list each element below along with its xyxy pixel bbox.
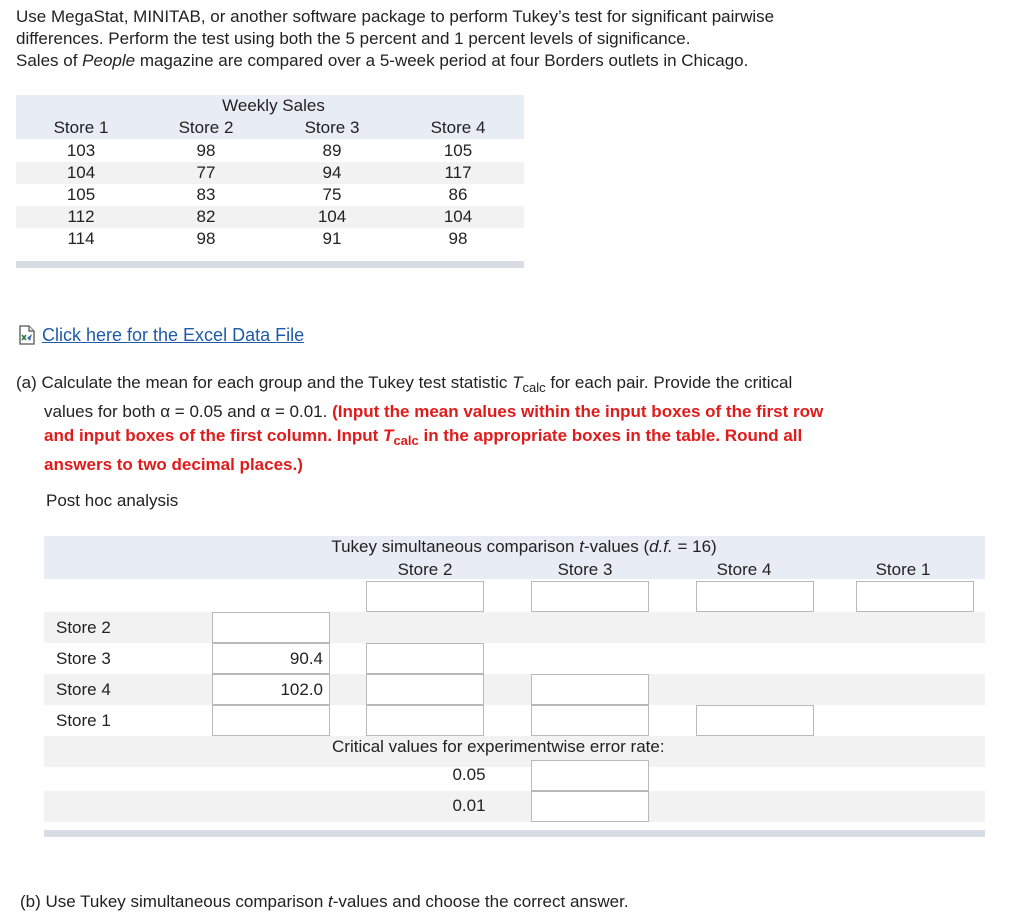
post-hoc-label: Post hoc analysis [46, 491, 179, 510]
sales-cell: 75 [322, 185, 342, 204]
tukey-table-title [274, 537, 774, 557]
sales-cell: 104 [443, 207, 473, 226]
t-subscript: calc [393, 433, 419, 448]
tukey-row-label: Store 4 [56, 680, 111, 699]
excel-file-icon [16, 324, 38, 346]
tukey-row-label: Store 2 [56, 618, 111, 637]
tukey-row-band [44, 643, 985, 674]
tukey-col-header: Store 1 [875, 560, 931, 579]
part-b-end: -values and choose the correct answer. [332, 892, 629, 911]
t-symbol: t [579, 537, 584, 556]
sales-cell: 114 [67, 229, 95, 248]
intro-line-1: Use MegaStat, MINITAB, or another software package to perform Tukey’s test for significant pairwise [16, 7, 775, 26]
part-a-line-2 [16, 400, 916, 424]
sales-cell: 103 [66, 141, 96, 160]
excel-data-file-link-label: Click here for the Excel Data File [42, 324, 305, 345]
sales-cell: 117 [444, 163, 472, 182]
sales-cell: 104 [317, 207, 347, 226]
intro-line-3 [16, 50, 1006, 72]
alpha-0-05-label: 0.05 [452, 765, 486, 784]
sales-col-header: Store 2 [178, 118, 234, 137]
sales-cell: 91 [322, 229, 342, 248]
sales-row [16, 162, 524, 184]
part-a-line-3 [16, 424, 916, 453]
sales-row [16, 140, 524, 162]
intro-line-3-start: Sales of [16, 51, 83, 70]
store4-mean-row-input[interactable] [212, 674, 330, 705]
t-subscript: calc [522, 380, 546, 395]
tukey-col-header: Store 3 [557, 560, 613, 579]
sales-cell: 89 [322, 141, 342, 160]
t-symbol: t [328, 892, 333, 911]
problem-intro [16, 6, 1006, 72]
sales-cell: 86 [448, 185, 468, 204]
sales-cell: 105 [66, 185, 96, 204]
tukey-title-start: Tukey simultaneous comparison [331, 537, 580, 556]
sales-cell: 82 [196, 207, 216, 226]
tcalc-store1-store2-input[interactable] [366, 705, 484, 736]
sales-col-header: Store 4 [430, 118, 486, 137]
part-a-lead-end: for each pair. Provide the critical [545, 373, 793, 392]
tukey-row-band [44, 612, 985, 643]
part-b-start: (b) Use Tukey simultaneous comparison [20, 892, 329, 911]
store2-mean-row-input[interactable] [212, 612, 330, 643]
sales-table-title: Weekly Sales [222, 96, 325, 115]
tukey-row-band [44, 791, 985, 822]
t-symbol: T [383, 426, 394, 445]
tukey-title-end: = 16) [672, 537, 717, 556]
part-a-line-1 [16, 371, 916, 400]
intro-line-3-end: magazine are compared over a 5-week period at four Borders outlets in Chicago. [135, 51, 749, 70]
part-a-question [16, 371, 916, 477]
intro-line-2: differences. Perform the test using both the 5 percent and 1 percent levels of significance. [16, 29, 691, 48]
tukey-row-label: Store 3 [56, 649, 111, 668]
df-symbol: d.f. [649, 537, 673, 556]
tukey-table-footer-bar [44, 830, 985, 837]
tukey-row-band [44, 674, 985, 705]
sales-col-header: Store 1 [53, 118, 109, 137]
tcalc-store1-store4-input[interactable] [696, 705, 814, 736]
store1-mean-row-input[interactable] [212, 705, 330, 736]
critical-value-0-05-input[interactable] [531, 760, 649, 791]
part-a-instruction-2-end: in the appropriate boxes in the table. Round all [418, 426, 803, 445]
tukey-col-header: Store 4 [716, 560, 772, 579]
tcalc-store1-store3-input[interactable] [531, 705, 649, 736]
store4-mean-col-input[interactable] [696, 581, 814, 612]
tukey-col-header: Store 2 [397, 560, 453, 579]
sales-row [16, 206, 524, 228]
critical-value-0-01-input[interactable] [531, 791, 649, 822]
store3-mean-row-input[interactable] [212, 643, 330, 674]
critical-values-label: Critical values for experimentwise error rate: [332, 737, 665, 756]
sales-cell: 83 [196, 185, 216, 204]
t-symbol: T [512, 373, 523, 392]
tcalc-store3-store2-input[interactable] [366, 643, 484, 674]
sales-cell: 77 [196, 163, 216, 182]
excel-data-file-link[interactable] [16, 324, 304, 346]
sales-cell: 98 [196, 141, 216, 160]
sales-table-header [16, 95, 524, 139]
alpha-0-01-label: 0.01 [452, 796, 486, 815]
sales-row [16, 184, 524, 206]
magazine-name: People [82, 51, 136, 70]
tukey-row-band [44, 760, 985, 791]
tukey-table-header [44, 536, 985, 579]
part-b-question [20, 892, 629, 912]
sales-table-footer-bar [16, 261, 524, 268]
tcalc-store4-store2-input[interactable] [366, 674, 484, 705]
sales-col-header: Store 3 [304, 118, 360, 137]
tukey-row-band [44, 705, 985, 736]
sales-cell: 98 [448, 229, 468, 248]
tcalc-store4-store3-input[interactable] [531, 674, 649, 705]
sales-cell: 112 [67, 207, 95, 226]
tukey-row-label: Store 1 [56, 711, 111, 730]
sales-cell: 104 [66, 163, 96, 182]
sales-row [16, 228, 524, 250]
tukey-title-mid: -values ( [583, 537, 650, 556]
part-a-instruction-1: (Input the mean values within the input boxes of the first row [332, 402, 824, 421]
store3-mean-col-input[interactable] [531, 581, 649, 612]
part-a-lead: (a) Calculate the mean for each group and the Tukey test statistic [16, 373, 513, 392]
sales-cell: 98 [196, 229, 216, 248]
part-a-line-4: answers to two decimal places.) [44, 455, 303, 474]
part-a-instruction-2-start: and input boxes of the first column. Input [44, 426, 384, 445]
weekly-sales-table [16, 95, 524, 269]
sales-cell: 94 [322, 163, 342, 182]
part-a-alpha-text: values for both α = 0.05 and α = 0.01. [44, 402, 333, 421]
store1-mean-col-input[interactable] [856, 581, 974, 612]
tukey-comparison-table [44, 536, 985, 838]
store2-mean-col-input[interactable] [366, 581, 484, 612]
sales-cell: 105 [443, 141, 473, 160]
